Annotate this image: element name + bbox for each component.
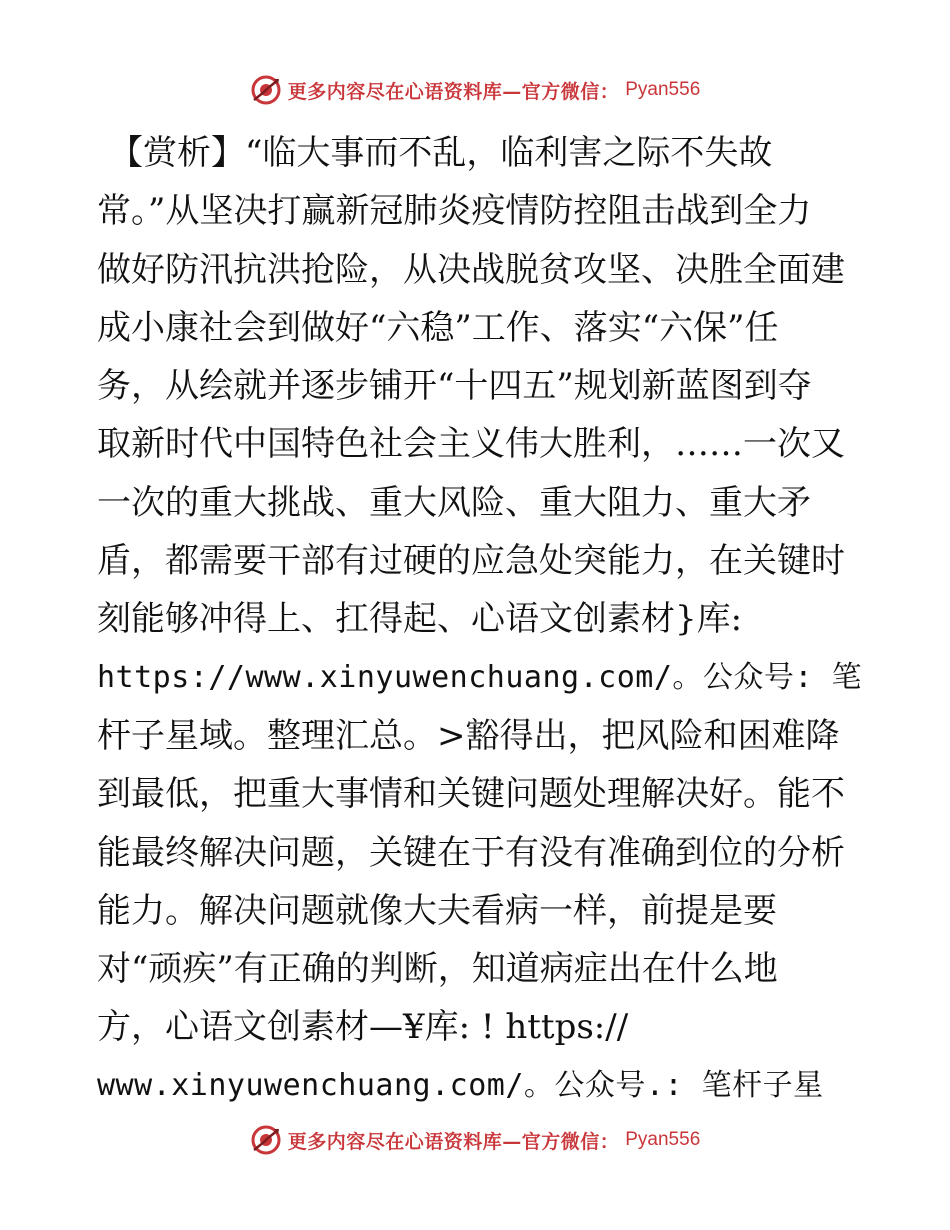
article-body — [97, 124, 867, 1115]
footer-banner — [0, 1120, 950, 1160]
wechat-id: Pyan556 — [625, 79, 701, 100]
banner-text: 更多内容尽在心语资料库—官方微信： — [287, 1130, 620, 1153]
text-line: 杆子星域。整理汇总。>豁得出，把风险和困难降 — [97, 715, 840, 756]
wechat-id: Pyan556 — [625, 1129, 701, 1150]
banner-text: 更多内容尽在心语资料库—官方微信： — [287, 80, 620, 103]
text-line: 到最低，把重大事情和关键问题处理解决好。能不 — [97, 774, 845, 815]
text-line: 一次的重大挑战、重大风险、重大阻力、重大矛 — [97, 482, 811, 523]
text-line: 刻能够冲得上、扛得起、心语文创素材}库: — [97, 599, 743, 640]
text-line: 【赏析】“临大事而不乱，临利害之际不失故 — [109, 133, 773, 173]
text-line: 盾，都需要干部有过硬的应急处突能力，在关键时 — [97, 541, 845, 582]
text-line: 常。”从坚决打赢新冠肺炎疫情防控阻击战到全力 — [97, 191, 812, 232]
text-line: https://www.xinyuwenchuang.com/。公众号: 笔 — [97, 659, 863, 695]
text-line: 能最终解决问题，关键在于有没有准确到位的分析 — [97, 832, 845, 873]
text-line: www.xinyuwenchuang.com/。公众号.: 笔杆子星 — [97, 1067, 824, 1103]
brand-logo-icon — [250, 74, 282, 106]
text-line: 取新时代中国特色社会主义伟大胜利，……一次又 — [97, 424, 845, 465]
text-line: 做好防汛抗洪抢险，从决战脱贫攻坚、决胜全面建 — [97, 249, 845, 290]
text-line: 方，心语文创素材—¥库: ! https:// — [97, 1007, 629, 1048]
brand-logo-icon — [250, 1124, 282, 1156]
text-line: 能力。解决问题就像大夫看病一样，前提是要 — [97, 890, 777, 931]
text-line: 对“顽疾”有正确的判断，知道病症出在什么地 — [97, 949, 778, 990]
text-line: 成小康社会到做好“六稳”工作、落实“六保”任 — [97, 307, 779, 348]
text-line: 务，从绘就并逐步铺开“十四五”规划新蓝图到夺 — [97, 366, 812, 407]
header-banner — [0, 70, 950, 110]
